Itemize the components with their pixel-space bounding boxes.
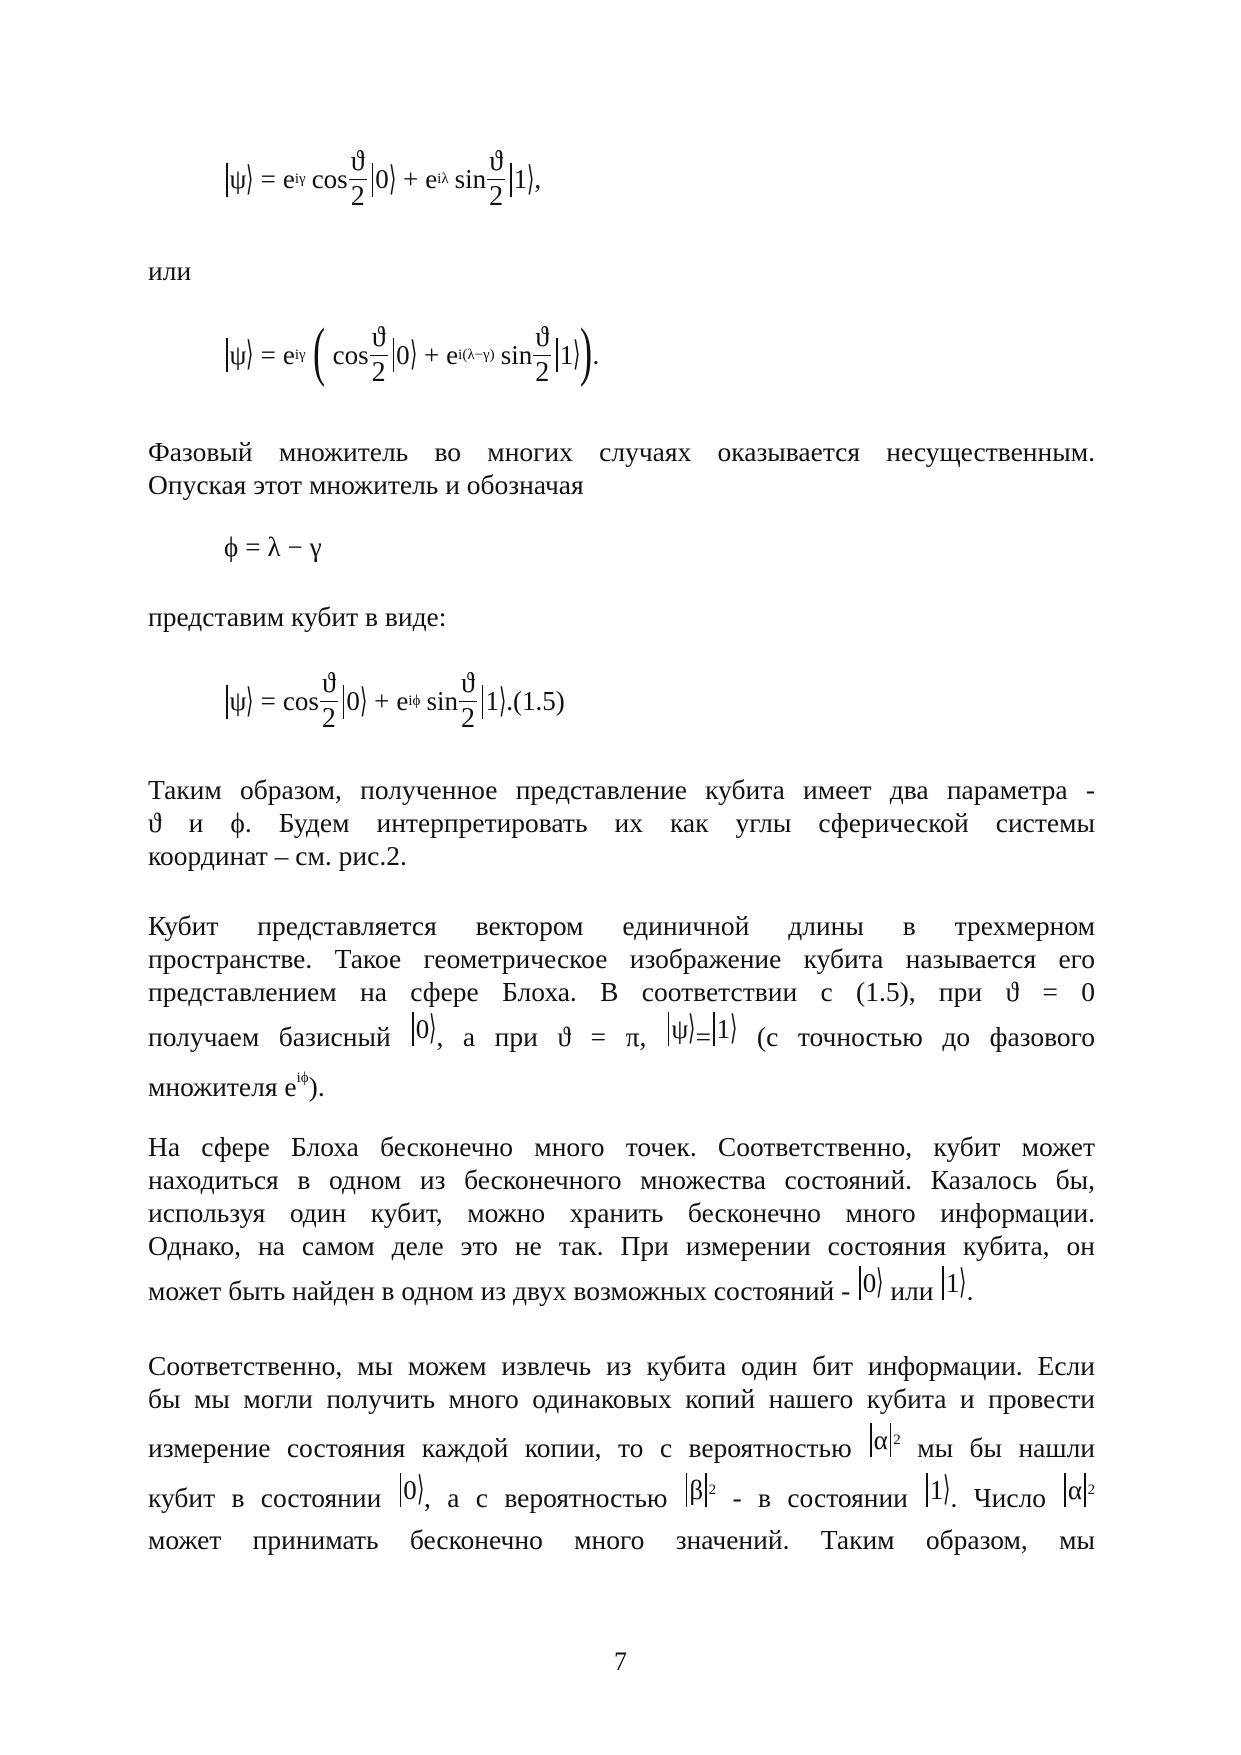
- sin-fn: sin: [454, 164, 487, 194]
- cos-fn: cos: [311, 164, 348, 194]
- ket-psi: ψ ⟩: [224, 163, 254, 197]
- exponent: iγ: [294, 346, 306, 363]
- paragraph-qubit-line1: Кубит представляется вектором единичной длины в трехмерном: [148, 910, 1095, 941]
- exponent: i(λ−γ): [458, 346, 495, 363]
- ket-psi: ψ ⟩: [224, 685, 254, 719]
- formula-psi-factored: ψ ⟩ = e iγ ( cos $\frac{ϑ}{2}$ 0 ⟩ + e i(λ−γ) sin $\frac{ϑ}{2}$ 1 ⟩ ) .: [224, 322, 599, 388]
- page-number: 7: [614, 1647, 627, 1676]
- abs-alpha-squared: α 2: [868, 1423, 901, 1457]
- fraction-theta-half: $\frac{ϑ}{2}$: [350, 146, 365, 212]
- sin-fn: sin: [426, 686, 458, 716]
- ket-one: 1 ⟩: [480, 685, 506, 719]
- paragraph-acc-line3: измерение состояния каждой копии, то с вероятностью α 2 мы бы нашли: [148, 1424, 1096, 1463]
- paragraph-bloch-line3: используя один кубит, можно хранить бесконечно много информации.: [148, 1197, 1095, 1228]
- exp-base: e: [282, 339, 295, 370]
- exp-base: e: [425, 164, 438, 194]
- paragraph-phase-line2: Опуская этот множитель и обозначая: [148, 469, 584, 500]
- ket-psi: ψ ⟩: [666, 1012, 696, 1046]
- abs-beta-squared: β 2: [684, 1473, 716, 1507]
- sin-fn: sin: [500, 339, 533, 370]
- ket-one: 1 ⟩: [508, 163, 534, 197]
- equation-number: .(1.5): [506, 686, 565, 716]
- fraction-theta-half: $\frac{ϑ}{2}$: [371, 321, 386, 388]
- formula-psi-expansion: ψ ⟩ = e iγ cos $\frac{ϑ}{2}$ 0 ⟩ + e iλ sin $\frac{ϑ}{2}$ 1 ⟩ ,: [224, 148, 541, 211]
- exponent: iϕ: [408, 693, 421, 709]
- ket-one: 1 ⟩: [554, 338, 580, 372]
- exponent: iλ: [437, 171, 449, 187]
- ket-zero: 0 ⟩: [398, 1473, 424, 1507]
- exponent: iγ: [294, 171, 306, 187]
- paragraph-phase-line1: Фазовый множитель во многих случаях оказывается несущественным.: [148, 436, 1095, 467]
- fraction-theta-half: $\frac{ϑ}{2}$: [321, 668, 336, 734]
- ket-zero: 0 ⟩: [410, 1012, 436, 1046]
- ket-psi: ψ ⟩: [224, 338, 254, 372]
- fraction-theta-half: $\frac{ϑ}{2}$: [535, 321, 550, 388]
- paragraph-thus-line2: ϑ и ϕ. Будем интерпретировать их как углы сферической системы: [148, 807, 1095, 838]
- paragraph-acc-line4: кубит в состоянии 0 ⟩ , а с вероятностью β 2 - в состоянии 1 ⟩ . Число α 2: [148, 1471, 1096, 1513]
- ket-zero: 0 ⟩: [341, 685, 367, 719]
- paragraph-acc-line2: бы мы могли получить много одинаковых копий нашего кубита и провести: [148, 1383, 1095, 1414]
- paragraph-bloch-line4: Однако, на самом деле это не так. При измерении состояния кубита, он: [148, 1230, 1095, 1261]
- cos-fn: cos: [282, 686, 319, 716]
- paragraph-bloch-line5: может быть найден в одном из двух возможных состояний - 0 ⟩ или 1 ⟩ .: [148, 1264, 974, 1306]
- paragraph-bloch-line1: На сфере Блоха бесконечно много точек. Соответственно, кубит может: [148, 1131, 1095, 1162]
- cos-fn: cos: [332, 339, 369, 370]
- text-represent: представим кубит в виде:: [148, 601, 447, 632]
- paragraph-thus-line3: координат – см. рис.2.: [148, 840, 407, 871]
- paragraph-qubit-line3: представлением на сфере Блоха. В соответствии с (1.5), при ϑ = 0: [148, 976, 1096, 1007]
- ket-one: 1 ⟩: [940, 1266, 966, 1300]
- paragraph-thus-line1: Таким образом, полученное представление кубита имеет два параметра -: [148, 774, 1095, 805]
- paragraph-qubit-line4: получаем базисный 0 ⟩ , а при ϑ = π, ψ ⟩ = 1 ⟩ (с точностью до фазового: [148, 1010, 1096, 1052]
- paragraph-qubit-line2: пространстве. Такое геометрическое изображение кубита называется его: [148, 943, 1095, 974]
- text-or: или: [148, 255, 192, 286]
- ket-one: 1 ⟩: [711, 1012, 737, 1046]
- paragraph-acc-line1: Соответственно, мы можем извлечь из кубита один бит информации. Если: [148, 1350, 1095, 1381]
- formula-qubit-1-5: ψ ⟩ = cos $\frac{ϑ}{2}$ 0 ⟩ + e iϕ sin $\frac{ϑ}{2}$ 1 ⟩ .(1.5): [224, 670, 565, 733]
- exp-base: e: [396, 686, 409, 716]
- ket-zero: 0 ⟩: [391, 338, 417, 372]
- abs-alpha-squared: α 2: [1062, 1473, 1095, 1507]
- exp-base: e: [446, 339, 459, 370]
- paragraph-acc-line5: может принимать бесконечно много значений. Таким образом, мы: [148, 1524, 1095, 1555]
- fraction-theta-half: $\frac{ϑ}{2}$: [489, 146, 504, 212]
- ket-zero: 0 ⟩: [370, 163, 396, 197]
- ket-one: 1 ⟩: [924, 1473, 950, 1507]
- formula-phi-definition: ϕ = λ − γ: [224, 532, 322, 562]
- ket-zero: 0 ⟩: [857, 1266, 883, 1300]
- exp-base: e: [282, 164, 295, 194]
- paragraph-bloch-line2: находиться в одном из бесконечного множества состояний. Казалось бы,: [148, 1164, 1095, 1195]
- paragraph-qubit-line5: множителя $e^{i\phi}$).: [148, 1070, 325, 1102]
- fraction-theta-half: $\frac{ϑ}{2}$: [460, 668, 475, 734]
